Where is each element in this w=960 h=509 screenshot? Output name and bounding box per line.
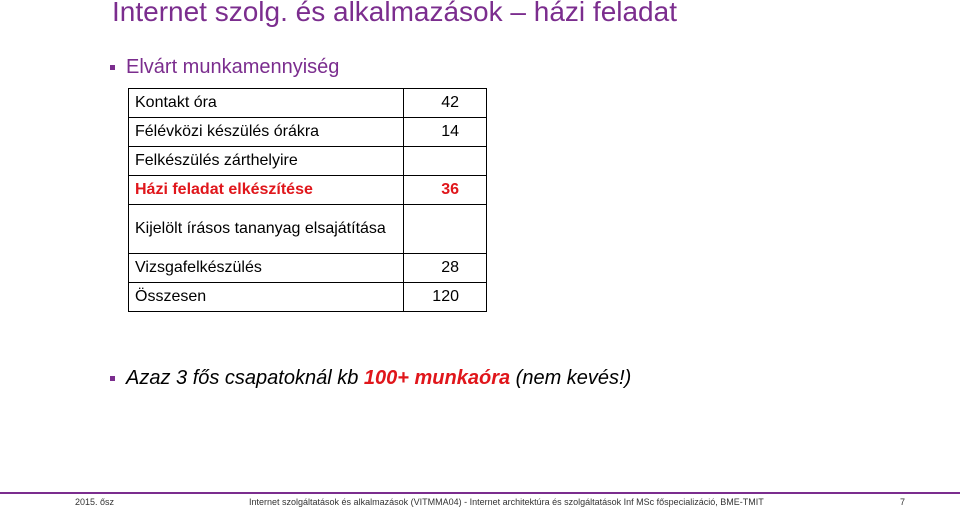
row-label: Összesen	[129, 283, 404, 312]
row-hours: 120	[404, 283, 487, 312]
summary-before: Azaz 3 fős csapatoknál kb	[126, 366, 364, 389]
row-label: Vizsgafelkészülés	[129, 254, 404, 283]
slide-title: Internet szolg. és alkalmazások – házi feladat	[112, 0, 677, 27]
footer-divider	[0, 492, 960, 494]
workload-table	[128, 88, 487, 312]
summary-after: (nem kevés!)	[510, 366, 632, 389]
bullet-expected-workload	[110, 54, 339, 80]
bullet-team-summary	[110, 364, 631, 392]
table-row-total	[129, 283, 487, 312]
table-row	[129, 254, 487, 283]
table-row	[129, 205, 487, 254]
summary-accent: 100+ munkaóra	[363, 366, 511, 389]
square-bullet-icon	[110, 376, 115, 381]
row-label: Felkészülés zárthelyire	[129, 147, 404, 176]
footer-page-number: 7	[900, 497, 906, 507]
row-hours	[404, 205, 487, 254]
row-hours: 36	[404, 176, 487, 205]
square-bullet-icon	[110, 65, 115, 70]
row-hours	[404, 147, 487, 176]
row-hours: 28	[404, 254, 487, 283]
footer-date: 2015. ősz	[75, 497, 115, 507]
row-label: Kijelölt írásos tananyag elsajátítása	[129, 205, 404, 254]
row-label: Kontakt óra	[129, 89, 404, 118]
table-row	[129, 89, 487, 118]
bullet-text: Elvárt munkamennyiség	[126, 55, 340, 78]
row-label: Félévközi készülés órákra	[129, 118, 404, 147]
row-hours: 42	[404, 89, 487, 118]
footer-course: Internet szolgáltatások és alkalmazások (VITMMA04) - Internet architektúra és szolgáltatások Inf MSc főspecializáció, BME-TMIT	[249, 497, 764, 507]
table-row	[129, 118, 487, 147]
row-hours: 14	[404, 118, 487, 147]
bullet-text	[126, 367, 631, 390]
table-row-highlighted	[129, 176, 487, 205]
row-label: Házi feladat elkészítése	[129, 176, 404, 205]
table-row	[129, 147, 487, 176]
